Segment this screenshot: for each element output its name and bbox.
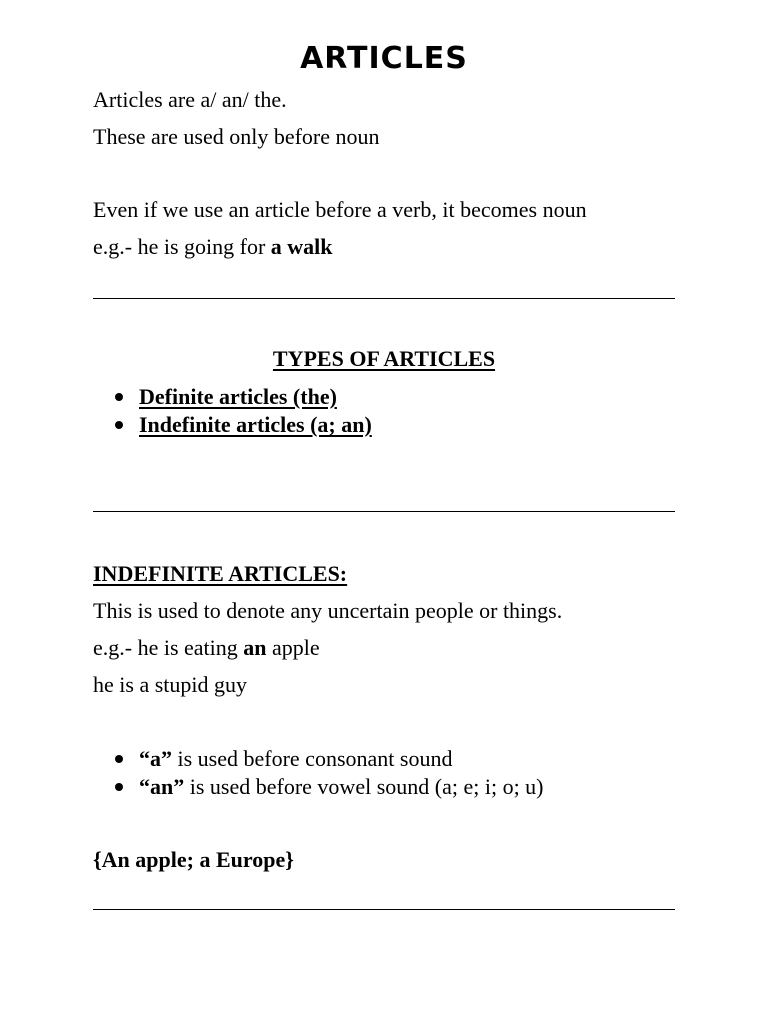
indefinite-example (93, 635, 320, 661)
indefinite-example-highlight: an (243, 635, 267, 660)
indefinite-example-text: e.g.- he is eating (93, 635, 244, 660)
page-title: ARTICLES (300, 41, 468, 76)
bullet-icon (115, 783, 123, 791)
section-divider-1 (93, 298, 675, 299)
intro-line-2: These are used only before noun (93, 124, 380, 149)
types-list-item (93, 411, 372, 439)
indefinite-example-suffix: apple (266, 635, 320, 660)
intro-example-highlight: a walk (270, 234, 333, 259)
bullet-icon (115, 755, 123, 763)
intro-example (93, 234, 333, 260)
rule-list-item (93, 773, 544, 801)
document-page (93, 0, 675, 1024)
rule-term: “an” (139, 774, 185, 799)
intro-line-3: Even if we use an article before a verb, it becomes noun (93, 197, 587, 222)
intro-line-1: Articles are a/ an/ the. (93, 87, 287, 112)
example-note: {An apple; a Europe} (93, 847, 294, 872)
section-divider-2 (93, 511, 675, 512)
rule-term: “a” (139, 746, 172, 771)
types-list (93, 383, 372, 439)
section-divider-3 (93, 909, 675, 910)
types-list-item (93, 383, 372, 411)
rule-text: is used before consonant sound (172, 746, 453, 771)
types-heading: TYPES OF ARTICLES (272, 346, 496, 371)
rule-list-item (93, 745, 544, 773)
rule-text: is used before vowel sound (a; e; i; o; u) (184, 774, 544, 799)
indefinite-example-2: he is a stupid guy (93, 672, 247, 697)
indefinite-definition: This is used to denote any uncertain people or things. (93, 598, 563, 623)
types-item-label: Definite articles (the) (139, 384, 337, 409)
bullet-icon (115, 393, 123, 401)
types-item-label: Indefinite articles (a; an) (139, 412, 372, 437)
indefinite-heading: INDEFINITE ARTICLES: (93, 561, 348, 586)
intro-example-text: e.g.- he is going for (93, 234, 271, 259)
indefinite-rules-list (93, 745, 544, 801)
bullet-icon (115, 421, 123, 429)
